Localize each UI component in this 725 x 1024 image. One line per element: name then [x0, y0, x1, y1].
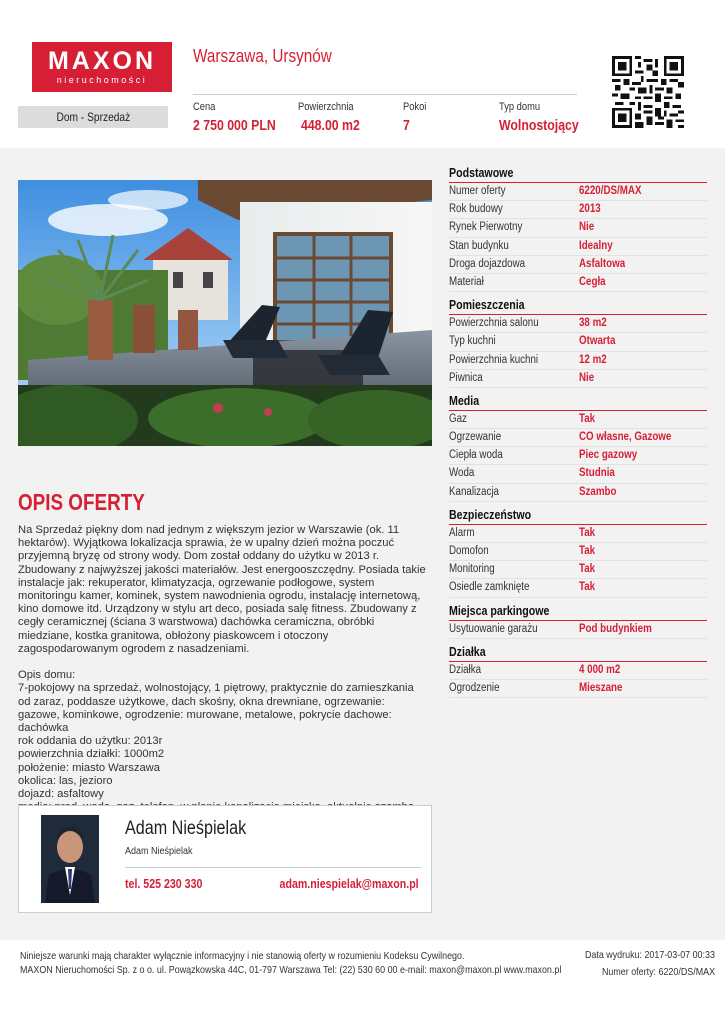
- detail-value: 6220/DS/MAX: [579, 185, 642, 197]
- detail-label: Materiał: [449, 275, 484, 288]
- detail-row: [449, 447, 707, 465]
- detail-row: [449, 219, 707, 237]
- detail-value: Asfaltowa: [579, 257, 626, 270]
- detail-value: Mieszane: [579, 681, 623, 694]
- detail-label: Ogrodzenie: [449, 681, 500, 694]
- section-title: [449, 508, 707, 525]
- city-title: Warszawa, Ursynów: [193, 46, 332, 66]
- section-bezpiecze-stwo: [449, 508, 707, 598]
- detail-row: [449, 465, 707, 483]
- detail-value: 2013: [579, 203, 601, 216]
- stat-area: [298, 101, 373, 134]
- section-title: [449, 394, 707, 411]
- section-title-text: Media: [449, 393, 480, 408]
- qr-code-icon[interactable]: [612, 56, 684, 128]
- divider: [193, 94, 577, 95]
- section-miejsca-parkingowe: [449, 604, 707, 639]
- agent-email-link[interactable]: adam.niespielak@maxon.pl: [279, 877, 419, 891]
- maxon-logo[interactable]: [32, 42, 172, 92]
- stat-value: Wolnostojący: [499, 117, 579, 134]
- detail-value: Nie: [579, 221, 595, 234]
- section-title-text: Pomieszczenia: [449, 298, 525, 313]
- section-title-text: Miejsca parkingowe: [449, 603, 550, 618]
- detail-row: [449, 238, 707, 256]
- detail-label: Powierzchnia salonu: [449, 317, 539, 330]
- detail-value: 4 000 m2: [579, 663, 621, 676]
- section-title: [449, 166, 707, 183]
- detail-value: Tak: [579, 563, 596, 576]
- detail-value: Studnia: [579, 467, 615, 480]
- detail-value: Pod budynkiem: [579, 622, 652, 635]
- property-details: [449, 166, 707, 704]
- detail-row: [449, 543, 707, 561]
- logo-sub: nieruchomości: [56, 75, 148, 85]
- offer-type-badge: Dom - Sprzedaż: [18, 106, 168, 128]
- detail-label: Usytuowanie garażu: [449, 622, 538, 635]
- detail-label: Stan budynku: [449, 239, 509, 252]
- detail-row: [449, 201, 707, 219]
- section-title: [449, 298, 707, 315]
- detail-row: [449, 333, 707, 351]
- stat-value: 2 750 000 PLN: [193, 117, 276, 134]
- section-title: [449, 604, 707, 621]
- detail-value: Tak: [579, 581, 596, 594]
- stat-rooms: [403, 101, 431, 134]
- detail-value: Idealny: [579, 239, 613, 252]
- property-photo[interactable]: [18, 180, 432, 446]
- description-text: Na Sprzedaż piękny dom nad jednym z większym jezior w Warszawie (ok. 11 hektarów). Wyjątkowa lokalizacja sprawia, że w upalny dzień można poczuć przyjemną bryzę od strony wody. Dom został oddany do użytku w 2013 r. Zbudowany z najwyższej jakości materiałów. Jest energooszczędny. Posiada takie instalacje jak: rekuperator, klimatyzacja, ogrzewanie podłogowe, system monitoringu kamer, kominek, system nawodnienia ogrodu, instalację internetową, kino domowe itd. Urządzony w stylu art deco, posiada salę fitness. Zbudowany z cegły ceramicznej (ściana 3 warstwowa) dachówka ceramiczna, obróbki miedziane, kostka granitowa, obłożony piaskowcem i otoczony zagospodarowanym ogrodem z nasadzeniami. Opis domu: 7-pokojowy na sprzedaż, wolnostojący, 1 piętrowy, praktycznie do zamieszkania od zaraz, poddasze użytkowe, dach skośny, okna drewniane, ogrzewanie: gazowe, kominkowe, ogrodzenie: murowane, metalowe, pokrycie dachowe: dachówka rok oddania do użytku: 2013r powierzchnia działki: 1000m2 położenie: miasto Warszawa okolica: las, jezioro dojazd: asfaltowy: [18, 524, 426, 801]
- section-dzia-ka: [449, 645, 707, 698]
- section-title: [449, 645, 707, 662]
- agent-name: Adam Nieśpielak: [125, 818, 247, 839]
- detail-value: Otwarta: [579, 335, 616, 348]
- detail-label: Rok budowy: [449, 203, 503, 216]
- header: [0, 0, 725, 148]
- divider: [125, 867, 421, 868]
- detail-value: CO własne, Gazowe: [579, 431, 672, 444]
- stat-value: 448.00 m2: [301, 117, 360, 134]
- detail-row: [449, 274, 707, 292]
- detail-row: [449, 484, 707, 502]
- section-media: [449, 394, 707, 502]
- detail-row: [449, 561, 707, 579]
- stat-label: Powierzchnia: [298, 101, 354, 113]
- section-pomieszczenia: [449, 298, 707, 388]
- stat-label: Cena: [193, 101, 216, 113]
- detail-value: 38 m2: [579, 317, 607, 330]
- stat-label: Typ domu: [499, 101, 541, 113]
- footer: [0, 940, 725, 1024]
- description-title: OPIS OFERTY: [18, 489, 145, 515]
- detail-row: [449, 525, 707, 543]
- detail-row: [449, 352, 707, 370]
- detail-label: Ciepła woda: [449, 449, 503, 462]
- detail-value: Nie: [579, 371, 595, 384]
- detail-label: Typ kuchni: [449, 335, 496, 348]
- stat-label: Pokoi: [403, 101, 427, 113]
- detail-label: Powierzchnia kuchni: [449, 353, 539, 366]
- footer-print-date: Data wydruku: 2017-03-07 00:33: [585, 949, 715, 961]
- detail-row: [449, 579, 707, 597]
- agent-subname: Adam Nieśpielak: [125, 846, 193, 857]
- section-title-text: Podstawowe: [449, 166, 514, 180]
- detail-row: [449, 183, 707, 201]
- logo-main: MAXON: [47, 47, 157, 75]
- stat-price: [193, 101, 294, 134]
- footer-disclaimer: Niniejsze warunki mają charakter wyłącznie informacyjny i nie stanowią oferty w rozumieniu Kodeksu Cywilnego.: [20, 950, 465, 962]
- section-title-text: Bezpieczeństwo: [449, 507, 532, 522]
- detail-label: Kanalizacja: [449, 485, 500, 498]
- footer-company: MAXON Nieruchomości Sp. z o o. ul. Powązkowska 44C, 01-797 Warszawa Tel: (22) 530 60 00 e-mail: maxon@maxon.pl www.maxon.pl: [20, 964, 562, 976]
- detail-value: Tak: [579, 412, 596, 425]
- detail-row: [449, 411, 707, 429]
- detail-label: Ogrzewanie: [449, 431, 502, 444]
- detail-value: 12 m2: [579, 353, 607, 366]
- detail-row: [449, 662, 707, 680]
- detail-row: [449, 621, 707, 639]
- detail-value: Cegła: [579, 275, 606, 288]
- detail-label: Piwnica: [449, 371, 483, 384]
- agent-photo: [41, 815, 99, 903]
- detail-label: Domofon: [449, 545, 489, 557]
- detail-label: Droga dojazdowa: [449, 257, 526, 270]
- detail-row: [449, 256, 707, 274]
- detail-value: Tak: [579, 526, 596, 539]
- detail-label: Woda: [449, 467, 475, 480]
- detail-row: [449, 370, 707, 388]
- agent-card: [18, 805, 432, 913]
- detail-row: [449, 680, 707, 698]
- section-title-text: Działka: [449, 644, 486, 659]
- detail-label: Alarm: [449, 526, 475, 539]
- detail-label: Gaz: [449, 412, 467, 425]
- stat-value: 7: [403, 117, 410, 134]
- detail-label: Numer oferty: [449, 185, 506, 197]
- detail-row: [449, 429, 707, 447]
- section-podstawowe: [449, 166, 707, 292]
- detail-value: Tak: [579, 545, 596, 557]
- detail-label: Osiedle zamknięte: [449, 581, 530, 594]
- detail-label: Monitoring: [449, 563, 495, 576]
- detail-label: Rynek Pierwotny: [449, 221, 523, 234]
- agent-phone-link[interactable]: tel. 525 230 330: [125, 877, 203, 891]
- detail-label: Działka: [449, 663, 482, 676]
- detail-value: Szambo: [579, 485, 617, 498]
- detail-value: Piec gazowy: [579, 449, 638, 462]
- stat-house-type: [499, 101, 596, 134]
- footer-offer-number: Numer oferty: 6220/DS/MAX: [601, 966, 715, 978]
- detail-row: [449, 315, 707, 333]
